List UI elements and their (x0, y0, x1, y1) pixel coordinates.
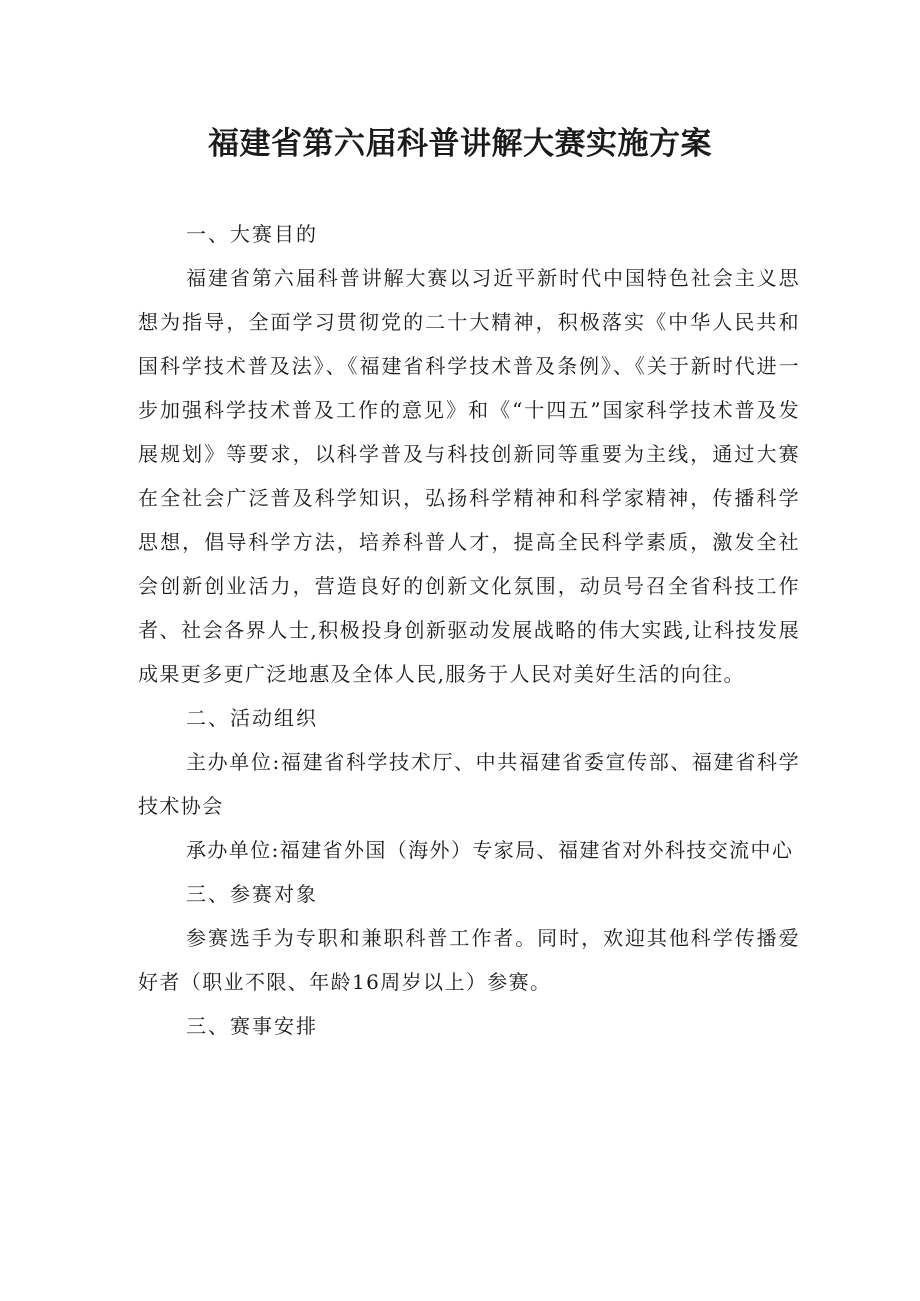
section-heading-schedule: 三、赛事安排 (186, 1014, 318, 1038)
section-heading-participants: 三、参赛对象 (186, 882, 318, 906)
paragraph-participants: 参赛选手为专职和兼职科普工作者。同时，欢迎其他科学传播爱好者（职业不限、年龄16周岁以上）参赛。 (138, 926, 800, 994)
paragraph-undertaker: 承办单位:福建省外国（海外）专家局、福建省对外科技交流中心 (186, 838, 794, 862)
section-heading-organization: 二、活动组织 (186, 706, 318, 730)
paragraph-purpose: 福建省第六届科普讲解大赛以习近平新时代中国特色社会主义思想为指导，全面学习贯彻党的二十大精神，积极落实《中华人民共和国科学技术普及法》、《福建省科学技术普及条例》、《关于新时代进一步加强科学技术普及工作的意见》和《“十四五”国家科学技术普及发展规划》等要求，以科学普及与科技创新同等重要为主线，通过大赛在全社会广泛普及科学知识，弘扬科学精神和科学家精神，传播科学思想，倡导科学方法，培养科普人才，提高全民科学素质，激发全社会创新创业活力，营造良好的创新文化氛围，动员号召全省科技工作者、社会各界人士,积极投身创新驱动发展战略的伟大实践,让科技发展成果更多更广泛地惠及全体人民,服务于人民对美好生活的向往。 (138, 266, 800, 686)
document-body (138, 212, 800, 1048)
paragraph-organizer: 主办单位:福建省科学技术厅、中共福建省委宣传部、福建省科学技术协会 (138, 750, 800, 818)
document-title: 福建省第六届科普讲解大赛实施方案 (208, 126, 712, 162)
section-heading-purpose: 一、大赛目的 (186, 222, 318, 246)
